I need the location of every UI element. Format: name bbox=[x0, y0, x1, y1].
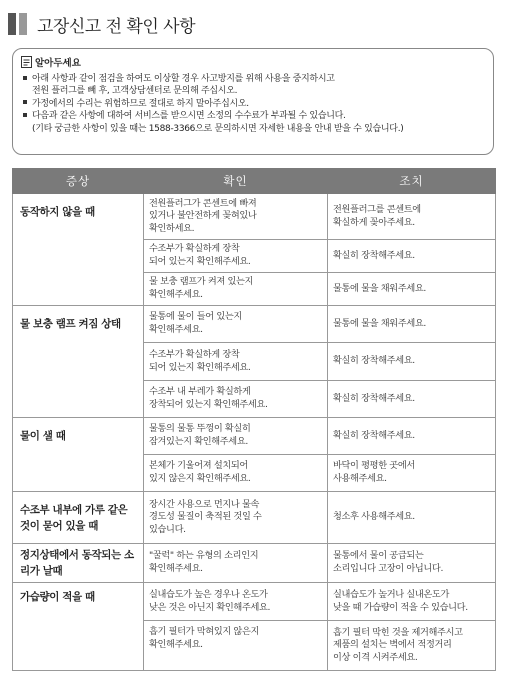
check-cell: 물 보충 램프가 켜져 있는지 확인해주세요. bbox=[144, 273, 328, 306]
action-cell: 물통에 물을 채워주세요. bbox=[328, 273, 496, 306]
notice-list bbox=[21, 73, 483, 135]
action-cell: 흡기 필터 막힌 것을 제거해주시고 제품의 설치는 벽에서 적정거리 이상 이격 시켜주세요. bbox=[328, 621, 496, 671]
table-row bbox=[13, 194, 496, 240]
symptom-cell: 가습량이 적을 때 bbox=[13, 583, 144, 671]
notice-heading-text: 알아두세요 bbox=[35, 58, 81, 69]
header-action: 조치 bbox=[328, 169, 496, 194]
header-symptom: 증상 bbox=[13, 169, 144, 194]
action-cell: 실내습도가 높거나 실내온도가 낮을 때 가습량이 적을 수 있습니다. bbox=[328, 583, 496, 621]
check-cell: 본체가 기울어져 설치되어 있지 않은지 확인해주세요. bbox=[144, 455, 328, 492]
table-row bbox=[13, 418, 496, 455]
check-cell: 수조부가 확실하게 장착 되어 있는지 확인해주세요. bbox=[144, 343, 328, 381]
bullet-icon bbox=[23, 76, 27, 80]
header-check: 확인 bbox=[144, 169, 328, 194]
table-row bbox=[13, 583, 496, 621]
bullet-icon bbox=[23, 100, 27, 104]
notice-box bbox=[12, 48, 494, 155]
action-cell: 청소후 사용해주세요. bbox=[328, 492, 496, 544]
troubleshooting-table bbox=[12, 168, 496, 671]
notice-line: 가정에서의 수리는 위험하므로 절대로 하지 말아주십시오. bbox=[21, 98, 483, 110]
notice-line: 다음과 같은 사항에 대하여 서비스를 받으시면 소정의 수수료가 부과될 수 있습니다. bbox=[21, 110, 483, 122]
notice-heading bbox=[21, 55, 483, 69]
check-cell: 전원플러그가 콘센트에 빠져 있거나 불안전하게 꽂혀있나 확인하세요. bbox=[144, 194, 328, 240]
page-header bbox=[8, 10, 195, 38]
action-cell: 물통에서 물이 공급되는 소리입니다 고장이 아닙니다. bbox=[328, 544, 496, 583]
check-cell: 수조부 내 부레가 확실하게 장착되어 있는지 확인해주세요. bbox=[144, 381, 328, 418]
action-cell: 전원플러그를 콘센트에 확실하게 꽂아주세요. bbox=[328, 194, 496, 240]
bullet-icon bbox=[23, 113, 27, 117]
table-row bbox=[13, 492, 496, 544]
symptom-cell: 물이 샐 때 bbox=[13, 418, 144, 492]
notice-line: 전원 플러그를 빼 후, 고객상담센터로 문의해 주십시오. bbox=[32, 86, 238, 97]
action-cell: 물통에 물을 채워주세요. bbox=[328, 306, 496, 343]
title-marker-light bbox=[19, 13, 27, 35]
symptom-cell: 수조부 내부에 가루 같은 것이 묻어 있을 때 bbox=[13, 492, 144, 544]
table-row bbox=[13, 306, 496, 343]
notice-line: (기타 궁금한 사항이 있을 때는 1588-3366으로 문의하시면 자세한 내용을 안내 받을 수 있습니다.) bbox=[32, 123, 404, 134]
table-header-row bbox=[13, 169, 496, 194]
check-cell: 장시간 사용으로 먼지나 물속 경도성 물질이 축적된 것일 수 있습니다. bbox=[144, 492, 328, 544]
symptom-cell: 동작하지 않을 때 bbox=[13, 194, 144, 306]
title-marker-dark bbox=[8, 13, 16, 35]
check-cell: 물통에 물이 들어 있는지 확인해주세요. bbox=[144, 306, 328, 343]
check-cell: 실내습도가 높은 경우나 온도가 낮은 것은 아닌지 확인해주세요. bbox=[144, 583, 328, 621]
table-row bbox=[13, 544, 496, 583]
check-cell: 수조부가 확실하게 장착 되어 있는지 확인해주세요. bbox=[144, 240, 328, 273]
page-title: 고장신고 전 확인 사항 bbox=[37, 16, 196, 37]
check-cell: "꿀럭" 하는 유형의 소리인지 확인해주세요. bbox=[144, 544, 328, 583]
symptom-cell: 물 보충 램프 켜짐 상태 bbox=[13, 306, 144, 418]
action-cell: 확실히 장착해주세요. bbox=[328, 381, 496, 418]
action-cell: 바닥이 평평한 곳에서 사용해주세요. bbox=[328, 455, 496, 492]
action-cell: 확실히 장착해주세요. bbox=[328, 418, 496, 455]
check-cell: 흡기 필터가 막혀있지 않은지 확인해주세요. bbox=[144, 621, 328, 671]
check-cell: 물통의 물통 뚜껑이 확실히 잠겨있는지 확인해주세요. bbox=[144, 418, 328, 455]
action-cell: 확실히 장착해주세요. bbox=[328, 240, 496, 273]
notice-line: 아래 사항과 같이 점검을 하여도 이상할 경우 사고방지를 위해 사용을 중지하시고 bbox=[21, 73, 483, 85]
memo-icon bbox=[21, 56, 32, 68]
action-cell: 확실히 장착해주세요. bbox=[328, 343, 496, 381]
symptom-cell: 정지상태에서 동작되는 소리가 날때 bbox=[13, 544, 144, 583]
